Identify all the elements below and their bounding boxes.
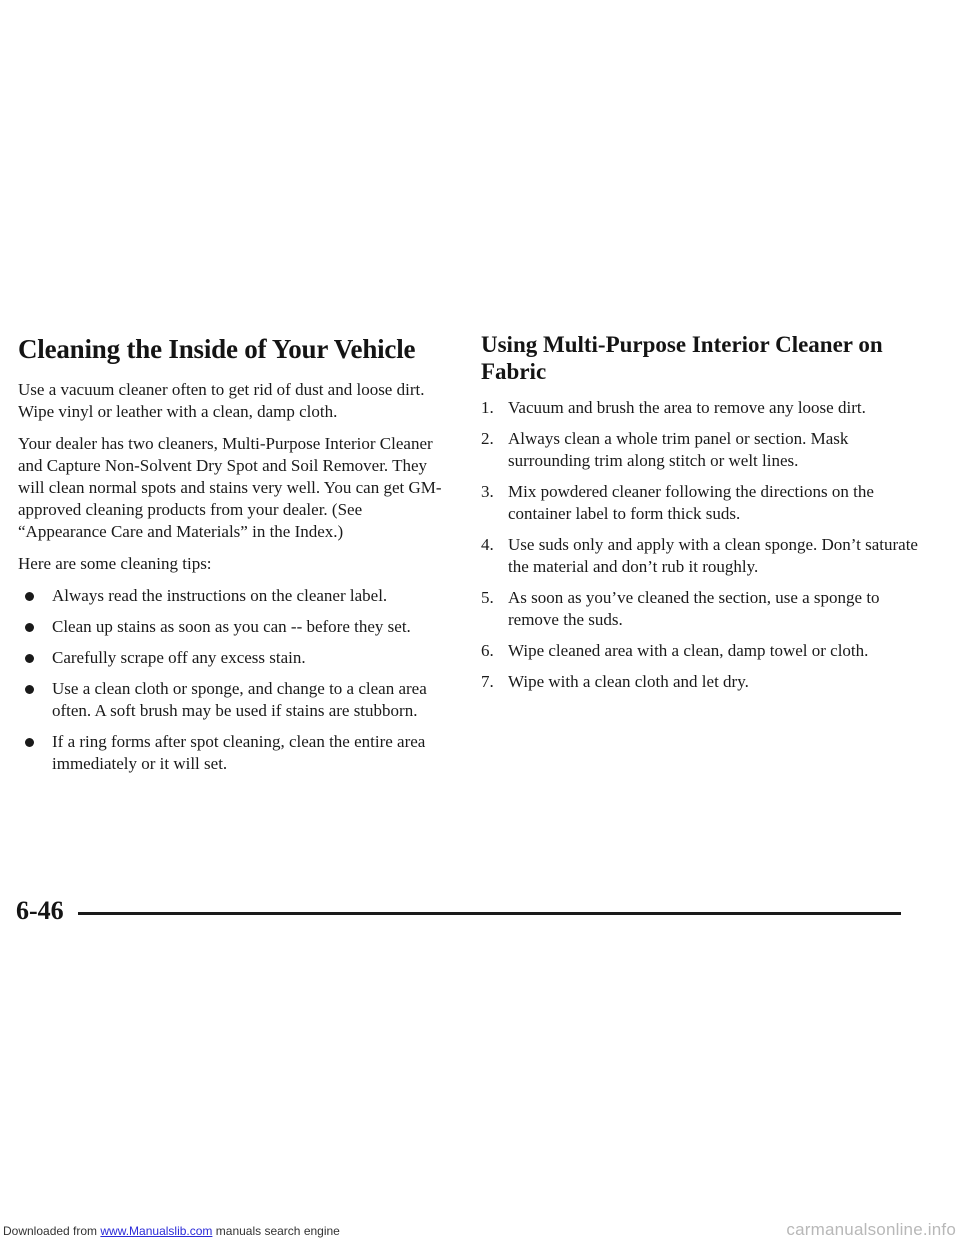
step-number: 4.	[481, 535, 494, 554]
cleaning-tips-list	[18, 585, 448, 775]
intro-paragraph: Use a vacuum cleaner often to get rid of dust and loose dirt. Wipe vinyl or leather with a clean, damp cloth.	[18, 380, 425, 421]
watermark: carmanualsonline.info	[786, 1220, 956, 1239]
list-item: Always read the instructions on the cleaner label.	[18, 585, 448, 607]
list-item: Use a clean cloth or sponge, and change to a clean area often. A soft brush may be used if stains are stubborn.	[18, 678, 448, 722]
list-item	[481, 428, 921, 472]
subsection-title: Using Multi-Purpose Interior Cleaner on Fabric	[481, 332, 883, 384]
list-item	[481, 587, 921, 631]
footer-divider	[78, 912, 901, 915]
step-text: As soon as you’ve cleaned the section, use a sponge to remove the suds.	[508, 588, 880, 629]
list-item	[481, 671, 921, 693]
manualslib-link[interactable]: www.Manualslib.com	[100, 1224, 213, 1238]
step-text: Vacuum and brush the area to remove any loose dirt.	[508, 398, 866, 417]
step-text: Wipe cleaned area with a clean, damp towel or cloth.	[508, 641, 869, 660]
step-number: 6.	[481, 641, 494, 660]
list-item: Clean up stains as soon as you can -- before they set.	[18, 616, 448, 638]
bullet-icon	[25, 685, 34, 694]
bullet-icon	[25, 623, 34, 632]
left-column	[18, 334, 448, 784]
step-number: 2.	[481, 429, 494, 448]
step-number: 1.	[481, 398, 494, 417]
bullet-icon	[25, 654, 34, 663]
step-text: Always clean a whole trim panel or section. Mask surrounding trim along stitch or welt lines.	[508, 429, 849, 470]
right-column	[481, 331, 921, 702]
step-number: 3.	[481, 482, 494, 501]
step-text: Use suds only and apply with a clean sponge. Don’t saturate the material and don’t rub it roughly.	[508, 535, 918, 576]
list-item	[481, 481, 921, 525]
download-notice: Downloaded from www.Manualslib.com manuals search engine	[3, 1224, 340, 1238]
tips-intro: Here are some cleaning tips:	[18, 554, 212, 573]
list-item	[481, 640, 921, 662]
fabric-steps-list	[481, 397, 921, 693]
dealer-paragraph: Your dealer has two cleaners, Multi-Purpose Interior Cleaner and Capture Non-Solvent Dry Spot and Soil Remover. They will clean normal spots and stains very well. You can get GM-approved cleaning products from your dealer. (See “Appearance Care and Materials” in the Index.)	[18, 434, 442, 541]
list-item: If a ring forms after spot cleaning, clean the entire area immediately or it will set.	[18, 731, 448, 775]
step-text: Mix powdered cleaner following the directions on the container label to form thick suds.	[508, 482, 874, 523]
page-number: 6-46	[16, 896, 64, 925]
bullet-icon	[25, 592, 34, 601]
list-item: Carefully scrape off any excess stain.	[18, 647, 448, 669]
list-item	[481, 534, 921, 578]
bullet-icon	[25, 738, 34, 747]
step-text: Wipe with a clean cloth and let dry.	[508, 672, 749, 691]
section-title: Cleaning the Inside of Your Vehicle	[18, 334, 416, 364]
list-item	[481, 397, 921, 419]
download-footer	[0, 1066, 960, 1242]
step-number: 5.	[481, 588, 494, 607]
step-number: 7.	[481, 672, 494, 691]
